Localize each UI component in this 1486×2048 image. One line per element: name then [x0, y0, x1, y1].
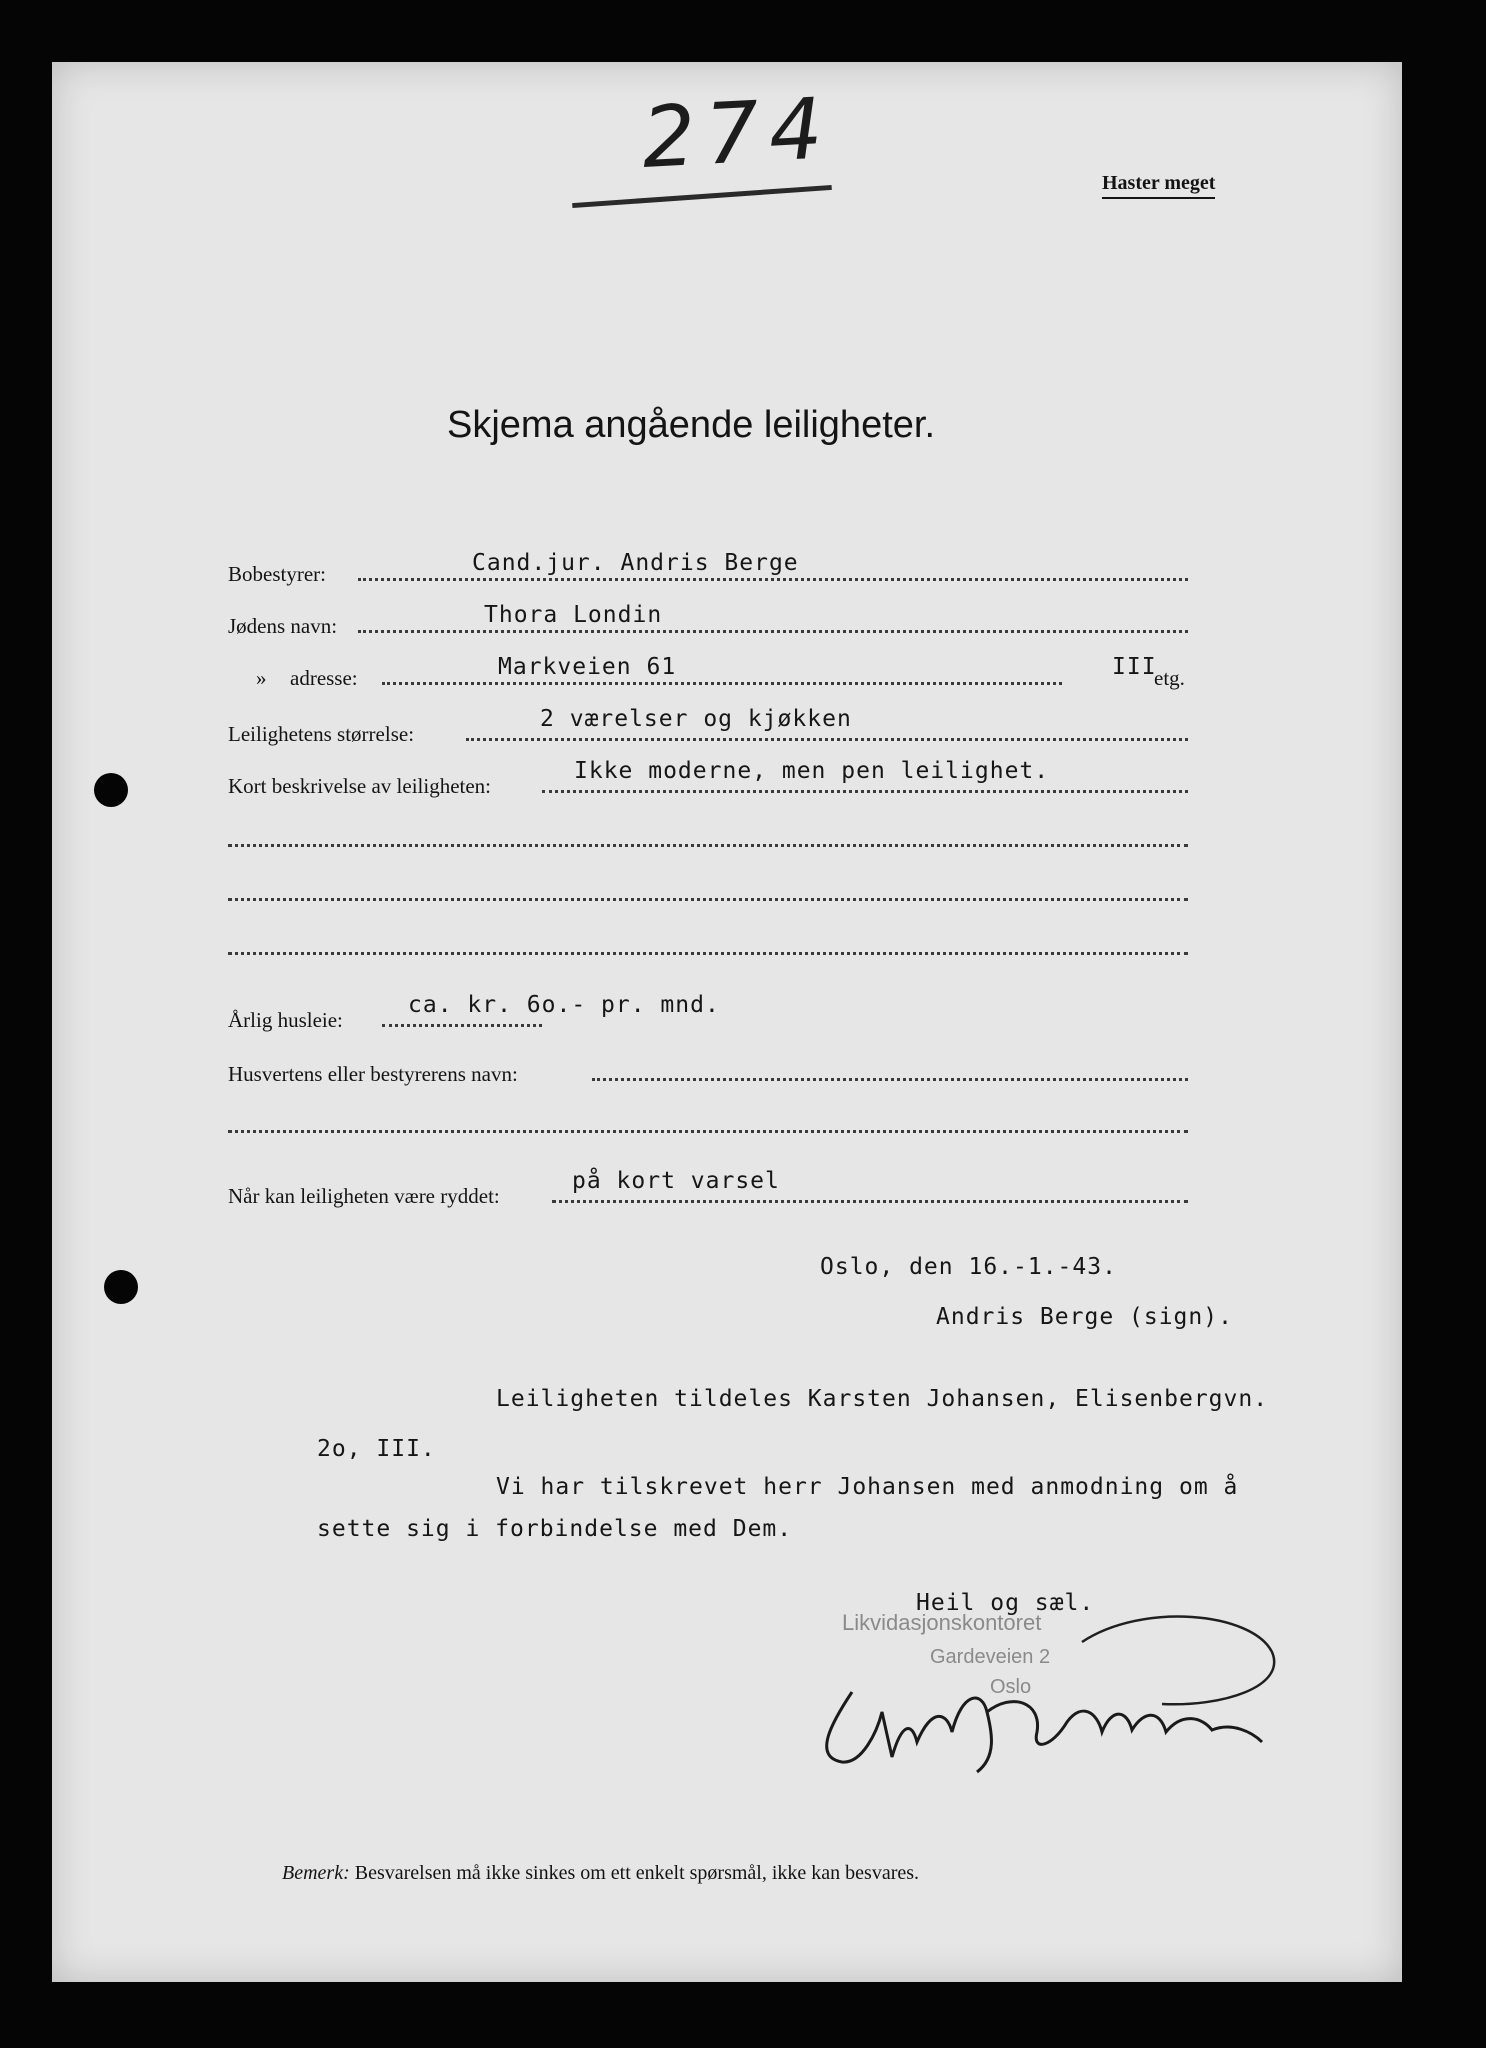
husvert-dotline-2 — [228, 1130, 1188, 1133]
beskrivelse-value: Ikke moderne, men pen leilighet. — [574, 758, 1050, 784]
archive-number: 274 — [639, 79, 835, 187]
husvert-label: Husvertens eller bestyrerens navn: — [228, 1062, 518, 1086]
adresse-prefix: » — [256, 666, 267, 690]
body-line-1: Leiligheten tildeles Karsten Johansen, Elisenbergvn. — [496, 1386, 1269, 1412]
husleie-label: Årlig husleie: — [228, 1008, 343, 1032]
ryddet-dotline — [552, 1200, 1188, 1203]
priority-label: Haster meget — [1102, 172, 1215, 199]
jodens-navn-label: Jødens navn: — [228, 614, 338, 638]
storrelse-dotline — [466, 738, 1188, 741]
adresse-label: adresse: — [290, 666, 358, 690]
bobestyrer-label: Bobestyrer: — [228, 562, 326, 586]
floor-suffix: etg. — [1154, 666, 1185, 690]
handwritten-signature — [782, 1582, 1322, 1782]
stamp-line-3: Oslo — [990, 1676, 1032, 1698]
note-text: Besvarelsen må ikke sinkes om ett enkelt spørsmål, ikke kan besvares. — [354, 1862, 920, 1884]
footer-note — [282, 1862, 919, 1885]
signed-by: Andris Berge (sign). — [936, 1304, 1233, 1330]
adresse-value: Markveien 61 — [498, 654, 677, 680]
husleie-dotline — [382, 1024, 542, 1027]
form-title: Skjema angående leiligheter. — [447, 404, 936, 446]
husleie-value: ca. kr. 6o.- pr. mnd. — [408, 992, 720, 1018]
archive-number-underline — [572, 185, 832, 208]
beskrivelse-dotline-1 — [542, 790, 1188, 793]
closing: Heil og sæl. — [916, 1590, 1095, 1616]
punch-hole-bottom — [104, 1270, 138, 1304]
jodens-navn-dotline — [358, 630, 1188, 633]
document-page — [52, 62, 1402, 1982]
body-line-3: Vi har tilskrevet herr Johansen med anmodning om å — [496, 1474, 1239, 1500]
storrelse-label: Leilighetens størrelse: — [228, 722, 415, 746]
ryddet-label: Når kan leiligheten være ryddet: — [228, 1184, 500, 1208]
husvert-dotline-1 — [592, 1078, 1188, 1081]
body-line-4: sette sig i forbindelse med Dem. — [317, 1516, 793, 1542]
floor-value: III — [1112, 654, 1157, 680]
adresse-dotline — [382, 682, 1062, 685]
beskrivelse-dotline-4 — [228, 952, 1188, 955]
bobestyrer-value: Cand.jur. Andris Berge — [472, 550, 799, 576]
punch-hole-top — [94, 773, 128, 807]
beskrivelse-dotline-3 — [228, 898, 1188, 901]
bobestyrer-dotline — [358, 578, 1188, 581]
stamp-line-1: Likvidasjonskontoret — [842, 1610, 1042, 1635]
beskrivelse-dotline-2 — [228, 844, 1188, 847]
jodens-navn-value: Thora Londin — [484, 602, 663, 628]
dateline: Oslo, den 16.-1.-43. — [820, 1254, 1117, 1280]
storrelse-value: 2 værelser og kjøkken — [540, 706, 852, 732]
body-line-2: 2o, III. — [317, 1436, 436, 1462]
beskrivelse-label: Kort beskrivelse av leiligheten: — [228, 774, 492, 798]
ryddet-value: på kort varsel — [572, 1168, 780, 1194]
note-label: Bemerk: — [282, 1862, 350, 1884]
stamp-line-2: Gardeveien 2 — [930, 1646, 1051, 1668]
